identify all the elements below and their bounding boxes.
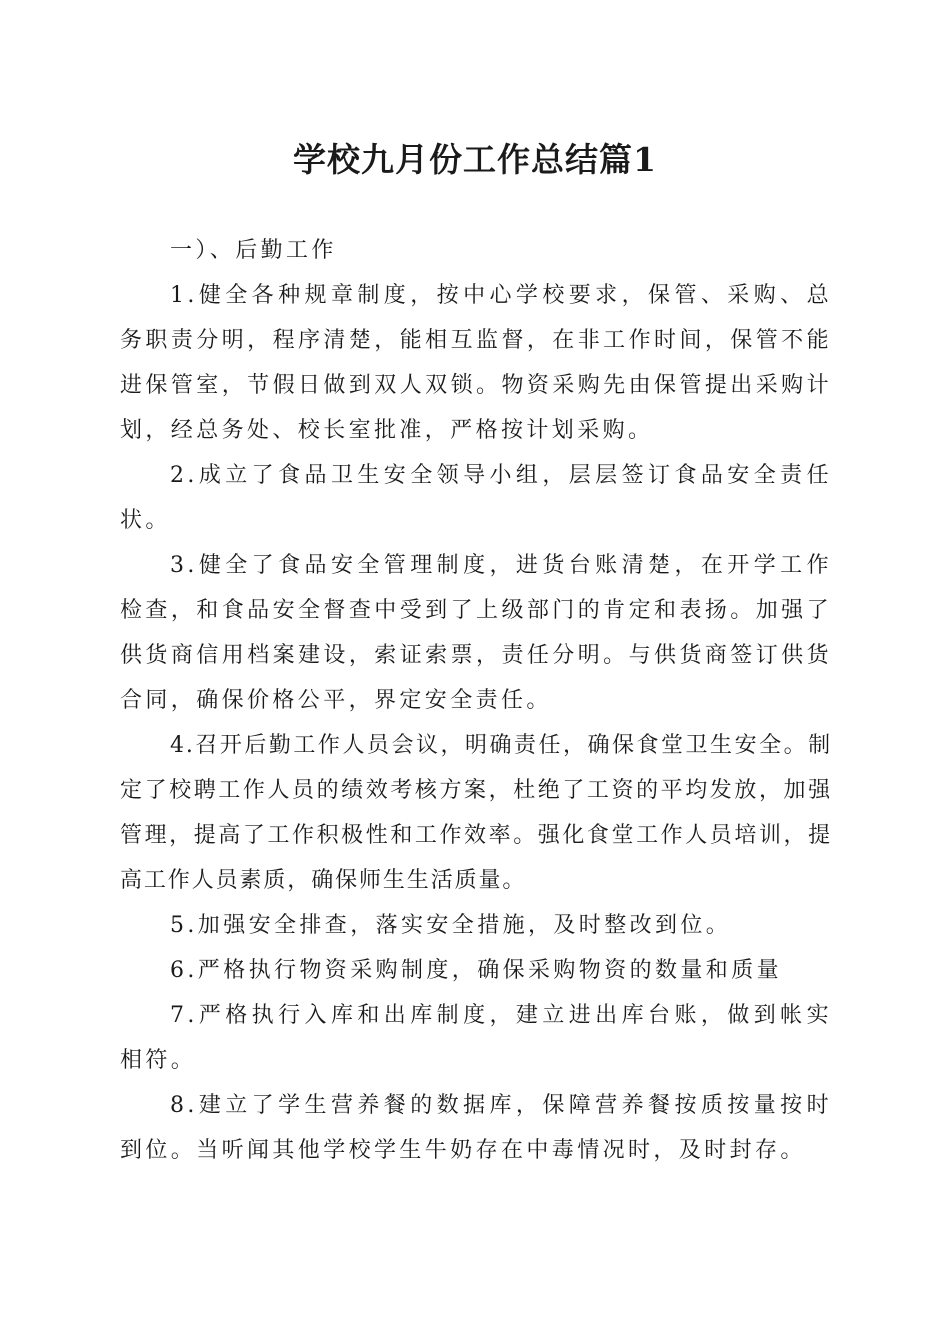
paragraph-6: 6.严格执行物资采购制度，确保采购物资的数量和质量	[170, 958, 782, 983]
paragraph-5: 5.加强安全排查，落实安全措施，及时整改到位。	[170, 913, 732, 938]
paragraph-4: 4.召开后勤工作人员会议，明确责任，确保食堂卫生安全。制定了校聘工作人员的绩效考核方案，杜绝了工资的平均发放，加强管理，提高了工作积极性和工作效率。强化食堂工作人员培训，提高工作人员素质，确保师生生活质量。	[120, 733, 832, 893]
document-body	[120, 228, 832, 1173]
paragraph-2: 2.成立了食品卫生安全领导小组，层层签订食品安全责任状。	[120, 463, 832, 533]
paragraph-1: 1.健全各种规章制度，按中心学校要求，保管、采购、总务职责分明，程序清楚，能相互监督，在非工作时间，保管不能进保管室，节假日做到双人双锁。物资采购先由保管提出采购计划，经总务处、校长室批准，严格按计划采购。	[120, 283, 832, 443]
section-heading: 一）、后勤工作	[170, 238, 337, 263]
paragraph-8: 8.建立了学生营养餐的数据库，保障营养餐按质按量按时到位。当听闻其他学校学生牛奶存在中毒情况时，及时封存。	[120, 1093, 832, 1163]
paragraph-7: 7.严格执行入库和出库制度，建立进出库台账，做到帐实相符。	[120, 1003, 832, 1073]
paragraph-3: 3.健全了食品安全管理制度，进货台账清楚，在开学工作检查，和食品安全督查中受到了上级部门的肯定和表扬。加强了供货商信用档案建设，索证索票，责任分明。与供货商签订供货合同，确保价格公平，界定安全责任。	[120, 553, 832, 713]
document-title: 学校九月份工作总结篇1	[293, 140, 657, 179]
